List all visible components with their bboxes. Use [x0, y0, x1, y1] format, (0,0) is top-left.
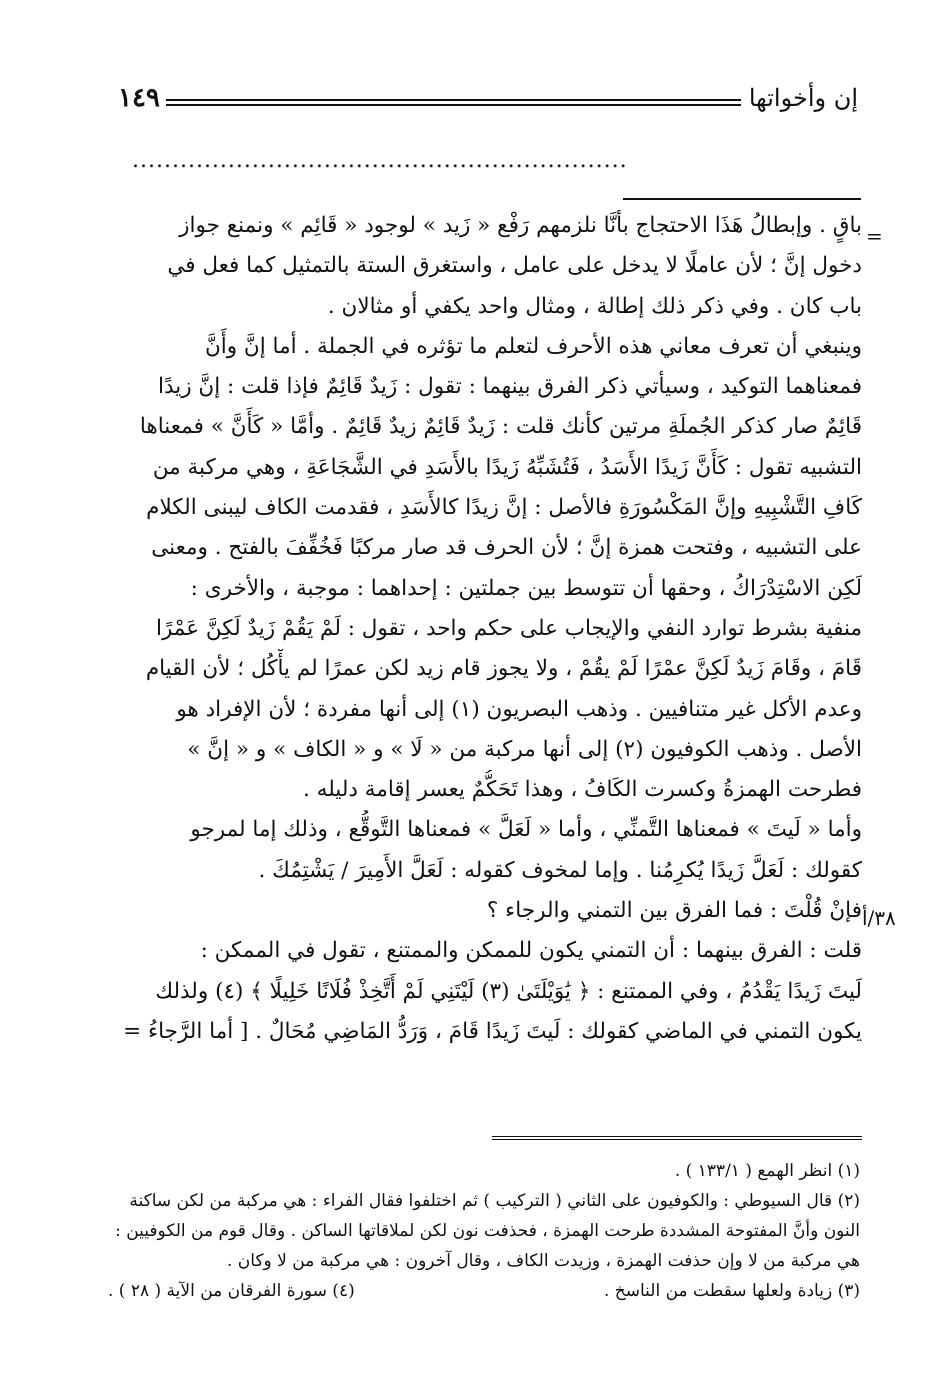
running-header [118, 76, 858, 120]
text-line: منفية بشرط توارد النفي والإيجاب على حكم واحد ، تقول : لَمْ يَقُمْ زَيدٌ لَكِنَّ عَمْرًا [155, 615, 862, 641]
text-line: وينبغي أن تعرف معاني هذه الأحرف لتعلم ما تؤثره في الجملة . أما إنَّ وأَنَّ [204, 333, 862, 359]
text-line: باقٍ . وإبطالُ هَذَا الاحتجاج بأنَّا نلزمهم رَفْع « زَيد » لوجود « قَائِم » ونمنع جواز [179, 213, 862, 238]
dotted-separator: .............................................................. [132, 148, 628, 173]
text-line: قَائِمٌ صار كذكر الجُملَةِ مرتين كأنك قلت : زَيدٌ قَائِمٌ زيدٌ قَائِمٌ . وأمَّا « كَأَنَّ » فمعناها [139, 414, 862, 440]
footnote-row [108, 1276, 860, 1306]
footnote-rule [492, 1136, 862, 1142]
text-line: لَكِن الاسْتِدْرَاكُ ، وحقها أن تتوسط بين جملتين : إحداهما : موجبة ، والأخرى : [190, 575, 862, 601]
footnote-4: (٤) سورة الفرقان من الآية ( ٢٨ ) . [108, 1281, 355, 1301]
text-line: يكون التمني في الماضي كقولك : لَيتَ زَيدًا قَامَ ، وَرَدُّ المَاضِي مُحَالٌ . [ أما الرَّجاءُ = [123, 1018, 862, 1044]
footnote-3: (٣) زيادة ولعلها سقطت من الناسخ . [603, 1281, 860, 1301]
footnote-2-line: (٢) قال السيوطي : والكوفيون على الثاني ( التركيب ) ثم اختلفوا فقال الفراء : هي مركبة من لكن ساكنة [129, 1191, 860, 1211]
folio-marker: ٣٨/أ [862, 906, 896, 930]
chapter-title: إن وأخواتها [748, 84, 858, 112]
main-text [118, 206, 862, 1052]
footnotes [108, 1156, 860, 1306]
text-line: وأما « لَيتَ » فمعناها التَّمنِّي ، وأما « لَعَلَّ » فمعناها التَّوقُّع ، وذلك إما لمرجو [190, 817, 862, 843]
text-line: فمعناهما التوكيد ، وسيأتي ذكر الفرق بينهما : تقول : زَيدٌ قَائِمٌ فإذا قلت : إنَّ زيدًا [157, 374, 862, 400]
header-rule [166, 99, 741, 106]
footnote-2-line: النون وأنَّ المفتوحة المشددة طرحت الهمزة ، فحذفت نون لكن لملاقاتها الساكن . وقال قوم من الكوفيين : [115, 1221, 860, 1241]
text-line: قَامَ ، وقَامَ زَيدٌ لَكِنَّ عمْرًا لَمْ يقُمْ ، ولا يجوز قام زيد لكن عمرًا لم يأْكُل ؛ لأن القيام [145, 656, 862, 682]
text-line: كَافِ التَّشْبِيهِ وإنَّ المَكْسُورَةِ فالأصل : إنَّ زيدًا كالأَسَدِ ، فقدمت الكاف ليبنى الكلام [146, 495, 862, 521]
text-line: دخول إنَّ ؛ لأن عاملًا لا يدخل على عامل ، واستغرق الستة بالتمثيل كما فعل في [167, 253, 862, 279]
text-line: الأصل . وذهب الكوفيون (٢) إلى أنها مركبة من « لَا » و « الكاف » و « إنَّ » [187, 736, 862, 762]
text-line: باب كان . وفي ذكر ذلك إطالة ، ومثال واحد يكفي أو مثالان . [327, 293, 862, 319]
footnote-2-line: هي مركبة من لا وإن حذفت الهمزة ، وزيدت الكاف ، وقال آخرون : هي مركبة من لا وكان . [226, 1251, 860, 1271]
page-number: ١٤٩ [118, 83, 160, 113]
text-line: لَيتَ زَيدًا يَقْدُمُ ، وفي الممتنع : ﴿ يَٰوَيْلَتَىٰ (٣) لَيْتَنِي لَمْ أَتَّخِذْ فُلَانًا خَلِيلًا ﴾ (٤) ولذلك [155, 978, 862, 1004]
top-short-rule [623, 198, 861, 200]
continuation-marker: = [866, 224, 883, 248]
footnote-1: (١) انظر الهمع ( ١٣٣/١ ) . [674, 1161, 860, 1181]
text-line: كقولك : لَعَلَّ زَيدًا يُكرِمُنا . وإما لمخوف كقوله : لَعَلَّ الأَمِيرَ / يَشْتِمُكَ . [258, 857, 862, 883]
text-line: فطرحت الهمزةُ وكسرت الكَافُ ، وهذا تَحَكُّمٌ يعسر إقامة دليله . [303, 777, 862, 803]
text-line: قلت : الفرق بينهما : أن التمني يكون للممكن والممتنع ، تقول في الممكن : [200, 938, 862, 964]
text-line: فإنْ قُلْتَ : فما الفرق بين التمني والرجاء ؟ [486, 898, 862, 924]
text-line: على التشبيه ، وفتحت همزة إنَّ ؛ لأن الحرف قد صار مركبًا فَخُفِّفَ بالفتح . ومعنى [151, 535, 862, 561]
text-line: وعدم الأكل غير متنافيين . وذهب البصريون (١) إلى أنها مفردة ؛ لأن الإفراد هو [176, 696, 862, 722]
text-line: التشبيه تقول : كَأَنَّ زَيدًا الأَسَدُ ، فَتُشَبِّهُ زَيدًا بالأَسَدِ في الشَّجَاعَةِ ، وهي مركبة من [152, 454, 862, 480]
